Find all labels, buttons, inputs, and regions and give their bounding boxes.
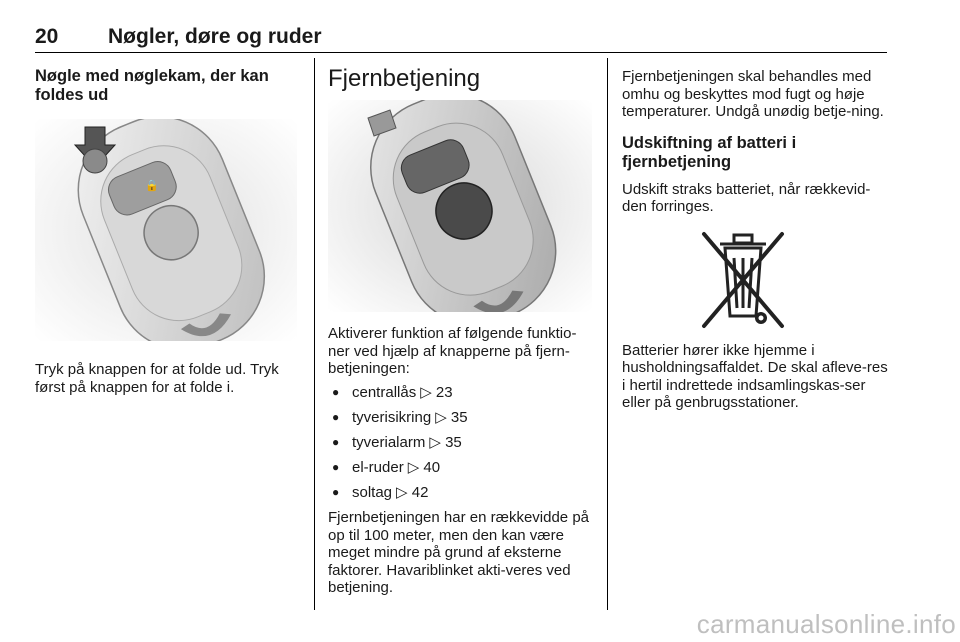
list-item: ● tyverialarm ▷ 35: [328, 434, 592, 452]
page-ref[interactable]: 35: [450, 408, 468, 426]
column-divider: [314, 58, 315, 610]
page-header: [35, 22, 887, 53]
section-heading: Nøgle med nøglekam, der kan foldes ud: [35, 67, 269, 104]
figure-caption: Tryk på knappen for at folde ud. Tryk først på knappen for at folde i.: [35, 361, 279, 396]
column-divider: [607, 58, 608, 610]
remote-key-illustration: [328, 100, 592, 312]
watermark: carmanualsonline.info: [696, 609, 956, 639]
page-ref[interactable]: 35: [445, 433, 462, 451]
page-ref[interactable]: 40: [423, 458, 441, 476]
page-ref[interactable]: 42: [411, 483, 429, 501]
section-title: Fjernbetjening: [328, 65, 481, 92]
chapter-title: Nøgler, døre og ruder: [108, 25, 322, 48]
function-list: [328, 384, 592, 502]
list-item: ● el-ruder ▷ 40: [328, 459, 592, 477]
crossed-bin-icon: [622, 230, 888, 330]
range-paragraph: Fjernbetjeningen har en rækkevidde på op til 100 meter, men den kan være meget mindre på grund af eksterne faktorer. Havariblinket akti-veres ved betjening.: [328, 509, 589, 596]
list-item: ● centrallås ▷ 23: [328, 384, 592, 402]
list-item: ● soltag ▷ 42: [328, 484, 592, 502]
svg-text:🔒: 🔒: [145, 179, 159, 192]
page-number: 20: [35, 25, 59, 48]
column-battery: [622, 58, 888, 412]
list-item: ● tyverisikring ▷ 35: [328, 409, 592, 427]
disposal-paragraph: Batterier hører ikke hjemme i husholdningsaffaldet. De skal afleve-res i hertil indrettede indsamlingskas-ser eller på genbrugsstationer.: [622, 341, 888, 411]
remote-key-figure: [328, 100, 592, 312]
battery-paragraph: Udskift straks batteriet, når rækkevid-den forringes.: [622, 180, 871, 215]
folding-key-figure: [35, 119, 297, 341]
page-ref[interactable]: 23: [435, 383, 453, 401]
column-folding-key: [35, 58, 297, 396]
care-paragraph: Fjernbetjeningen skal behandles med omhu og beskyttes mod fugt og høje temperaturer. Undgå unødig betje-ning.: [622, 68, 884, 120]
recycle-bin-figure: [622, 230, 888, 330]
section-heading: Udskiftning af batteri i fjernbetjening: [622, 133, 797, 171]
folding-key-illustration: [35, 119, 297, 341]
column-remote-control: [328, 58, 592, 597]
intro-text: Aktiverer funktion af følgende funktio-ner ved hjælp af knapperne på fjern-betjeningen:: [328, 325, 577, 377]
